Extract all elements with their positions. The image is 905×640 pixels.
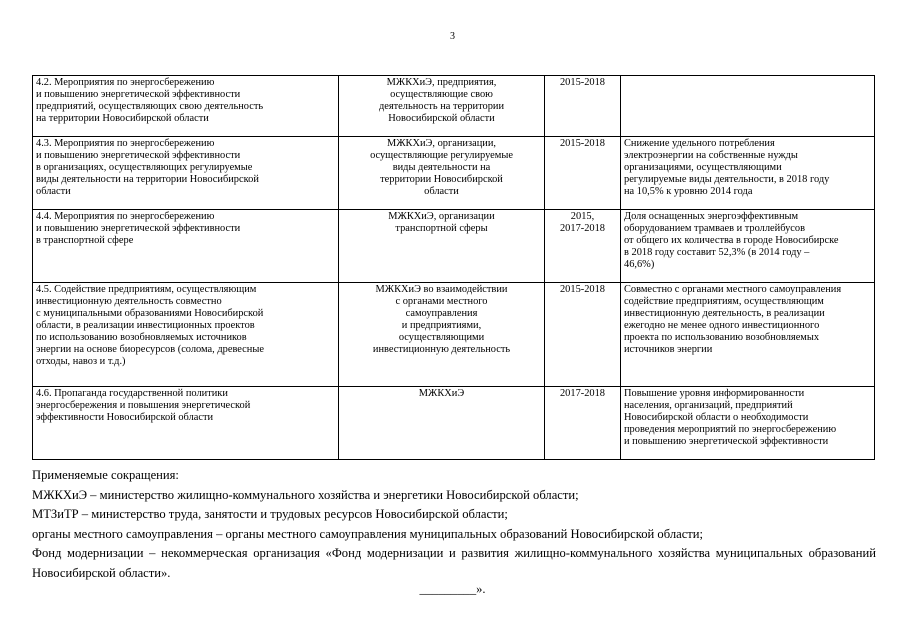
term-cell: 2017-2018 <box>545 387 621 460</box>
table-row <box>33 283 875 387</box>
result-cell <box>621 76 875 137</box>
abbreviation-item: МЖКХиЭ – министерство жилищно-коммунального хозяйства и энергетики Новосибирской области; <box>32 487 579 502</box>
page-number: 3 <box>450 31 455 42</box>
abbreviation-item: МТЗиТР – министерство труда, занятости и трудовых ресурсов Новосибирской области; <box>32 507 508 521</box>
event-cell: 4.4. Мероприятия по энергосбережению и повышению энергетической эффективности в транспортной сфере <box>33 210 339 283</box>
abbreviation-item: Фонд модернизации – некоммерческая организация «Фонд модернизации и развития жилищно-коммунального хозяйства муниципальных образований Новосибирской области». <box>32 546 876 580</box>
event-cell: 4.3. Мероприятия по энергосбережению и повышению энергетической эффективности в организациях, осуществляющих регулируемые виды деятельности на территории Новосибирской области <box>33 137 339 210</box>
result-cell: Повышение уровня информированности населения, организаций, предприятий Новосибирской области о необходимости проведения мероприятий по энергосбережению и повышению энергетической эффективности <box>621 387 875 460</box>
executor-cell: МЖКХиЭ, предприятия, осуществляющие свою деятельность на территории Новосибирской области <box>339 76 545 137</box>
table-row <box>33 76 875 137</box>
result-cell: Доля оснащенных энергоэффективным оборудованием трамваев и троллейбусов от общего их количества в городе Новосибирске в 2018 году составит 52,3% (в 2014 году – 46,6%) <box>621 210 875 283</box>
table-row <box>33 137 875 210</box>
term-cell: 2015-2018 <box>545 76 621 137</box>
result-cell: Снижение удельного потребления электроэнергии на собственные нужды организациями, осуществляющими регулируемые виды деятельности, в 2018 году на 10,5% к уровню 2014 года <box>621 137 875 210</box>
executor-cell: МЖКХиЭ, организации, осуществляющие регулируемые виды деятельности на территории Новосибирской области <box>339 137 545 210</box>
result-cell: Совместно с органами местного самоуправления содействие предприятиям, осуществляющим инвестиционную деятельность, в реализации ежегодно не менее одного инвестиционного проекта по использованию возобновляемых источников энергии <box>621 283 875 387</box>
abbreviations-heading: Применяемые сокращения: <box>32 468 179 482</box>
executor-cell: МЖКХиЭ, организации транспортной сферы <box>339 210 545 283</box>
executor-cell: МЖКХиЭ во взаимодействии с органами местного самоуправления и предприятиями, осуществляющими инвестиционную деятельность <box>339 283 545 387</box>
term-cell: 2015, 2017-2018 <box>545 210 621 283</box>
abbreviations-section <box>32 466 876 583</box>
term-cell: 2015-2018 <box>545 283 621 387</box>
closing-mark: _________». <box>419 582 486 596</box>
event-cell: 4.6. Пропаганда государственной политики энергосбережения и повышения энергетической эффективности Новосибирской области <box>33 387 339 460</box>
event-cell: 4.2. Мероприятия по энергосбережению и повышению энергетической эффективности предприятий, осуществляющих свою деятельность на территории Новосибирской области <box>33 76 339 137</box>
term-cell: 2015-2018 <box>545 137 621 210</box>
table-row <box>33 387 875 460</box>
event-cell: 4.5. Содействие предприятиям, осуществляющим инвестиционную деятельность совместно с муниципальными образованиями Новосибирской области, в реализации инвестиционных проектов по использованию возобновляемых источников энергии на основе биоресурсов (солома, древесные отходы, навоз и т.д.) <box>33 283 339 387</box>
table-row <box>33 210 875 283</box>
abbreviation-item: органы местного самоуправления – органы местного самоуправления муниципальных образований Новосибирской области; <box>32 526 704 541</box>
measures-table <box>32 75 875 460</box>
executor-cell: МЖКХиЭ <box>339 387 545 460</box>
